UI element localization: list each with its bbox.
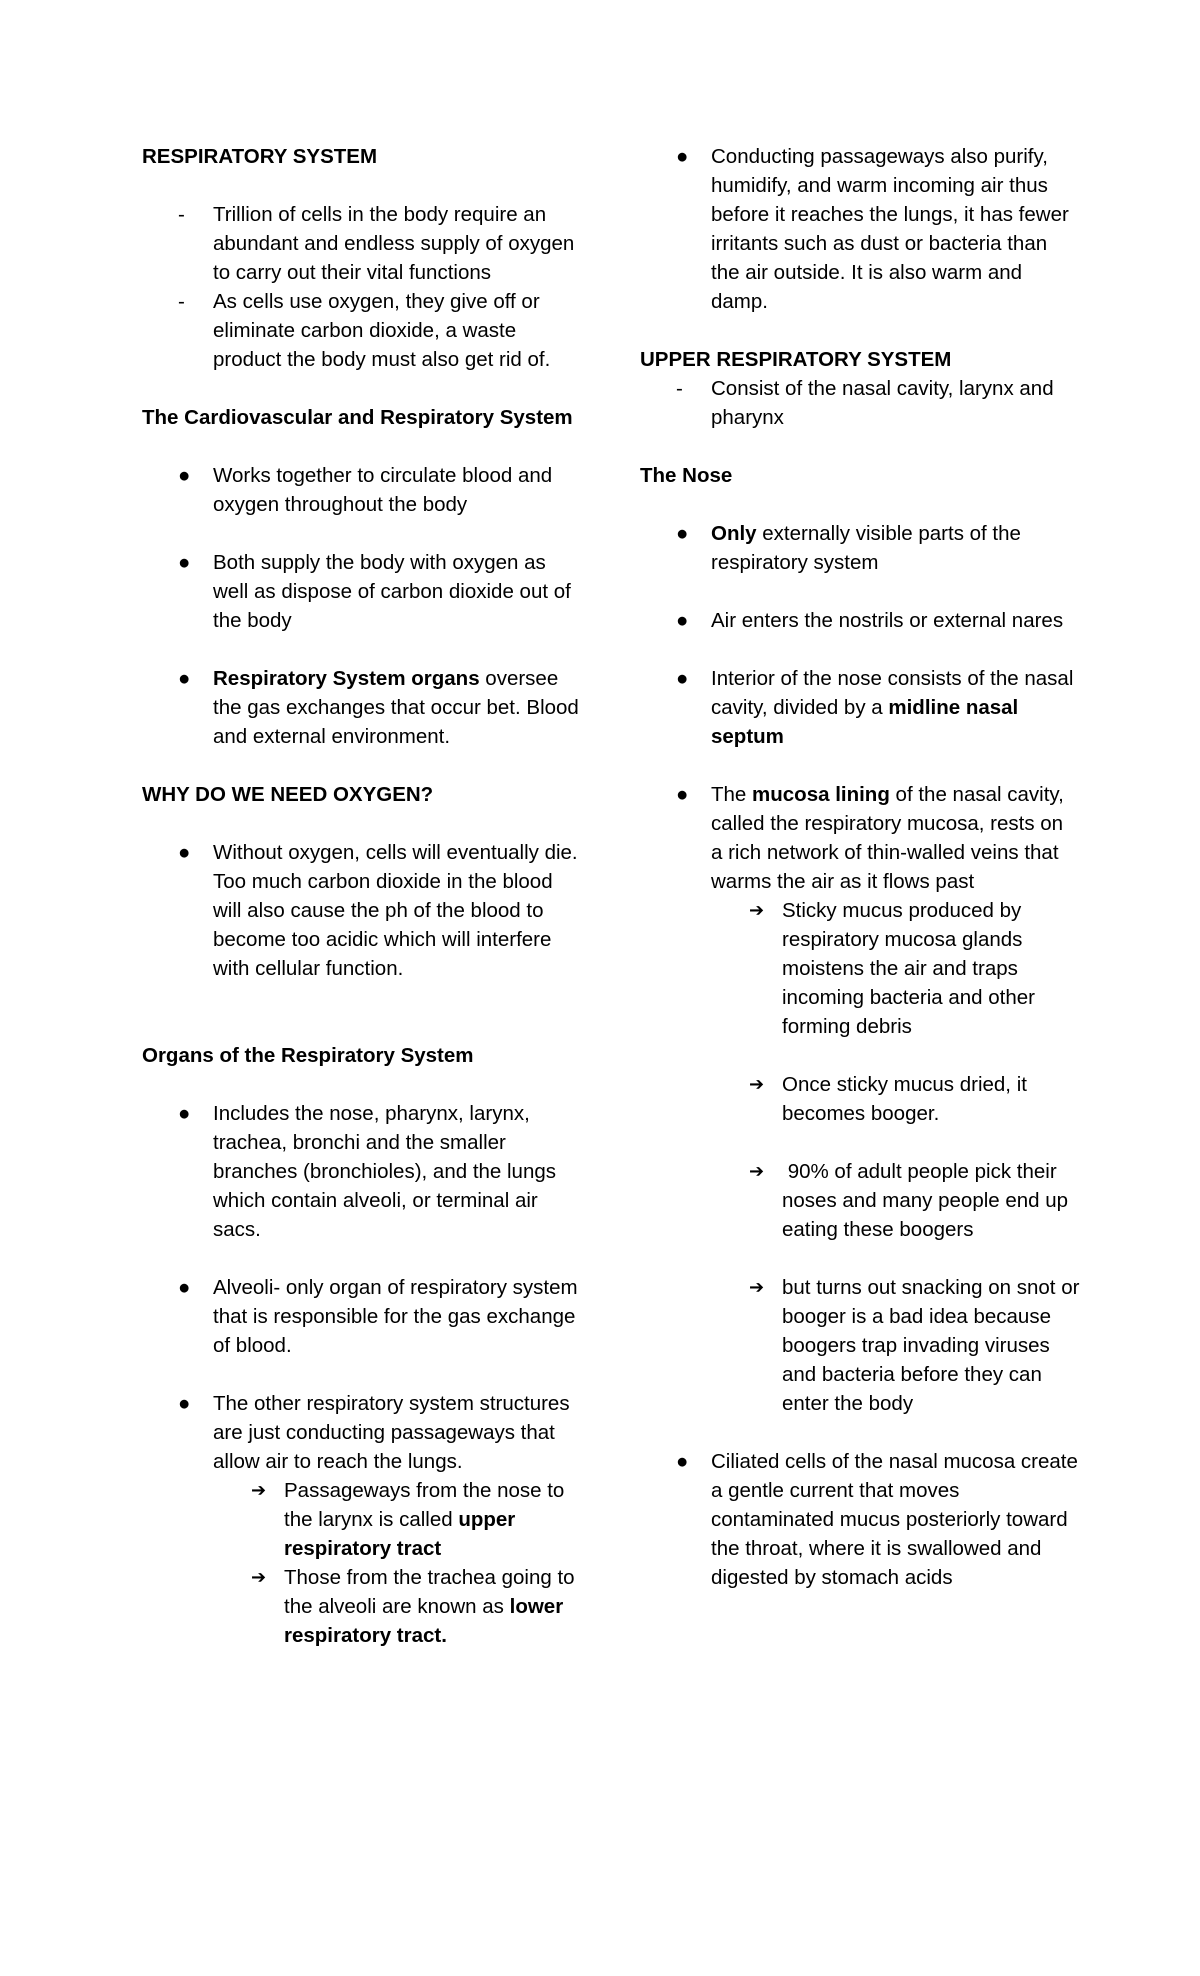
list-item [142,548,582,635]
upper-dash-list [640,374,1080,432]
list-item-text: Alveoli- only organ of respiratory system that is responsible for the gas exchange of blood. [213,1276,578,1357]
oxygen-bullet-list [142,838,582,983]
sub-item-text: Sticky mucus produced by respiratory mucosa glands moistens the air and traps incoming bacteria and other forming debris [782,899,1035,1038]
nose-bullet-list [640,519,1080,1592]
bullet-marker: ● [676,145,689,168]
left-column [142,142,582,1650]
dash-marker: - [676,377,683,400]
list-item-text: Both supply the body with oxygen as well as dispose of carbon dioxide out of the body [213,551,571,632]
sub-item-text: Those from the trachea going to the alveoli are known as [284,1566,575,1618]
bullet-marker: ● [178,841,191,864]
list-item-text: The [711,783,753,806]
respiratory-dash-list [142,200,582,374]
list-item-text: As cells use oxygen, they give off or eliminate carbon dioxide, a waste product the body must also get rid of. [213,290,551,371]
heading-the-nose: The Nose [640,464,733,487]
bullet-marker: ● [178,1276,191,1299]
dash-marker: - [178,203,185,226]
sub-list-item [213,1476,582,1563]
list-item [142,1389,582,1650]
list-item [142,1273,582,1360]
list-item-text: Works together to circulate blood and oxygen throughout the body [213,464,553,516]
arrow-marker: ➔ [251,1567,267,1587]
list-item-text: externally visible parts of the respiratory system [711,522,1021,574]
bullet-marker: ● [676,1450,689,1473]
dash-marker: - [178,290,185,313]
list-item-text: Trillion of cells in the body require an abundant and endless supply of oxygen to carry out their vital functions [213,203,575,284]
list-item [142,200,582,287]
sub-list-item [711,896,1080,1041]
sub-list-item [213,1563,582,1650]
list-item-text: Interior of the nose consists of the nasal cavity, divided by a [711,667,1074,719]
bold-text: lower respiratory tract. [284,1595,564,1647]
tract-sub-list [213,1476,582,1650]
sub-item-text: 90% of adult people pick their noses and many people end up eating these boogers [782,1160,1074,1241]
sub-item-text: Passageways from the nose to the larynx is called [284,1479,565,1531]
bold-text: upper respiratory tract [284,1508,516,1560]
heading-upper-respiratory: UPPER RESPIRATORY SYSTEM [640,348,952,371]
bullet-marker: ● [676,667,689,690]
arrow-marker: ➔ [749,1277,765,1297]
list-item-text: Air enters the nostrils or external nares [711,609,1064,632]
list-item [640,664,1080,751]
bold-text: Respiratory System organs [213,667,480,690]
arrow-marker: ➔ [251,1480,267,1500]
list-item-text: Without oxygen, cells will eventually die. Too much carbon dioxide in the blood will also cause the ph of the blood to become too acidic which will interfere with cellular function. [213,841,578,980]
bullet-marker: ● [178,1392,191,1415]
list-item [142,287,582,374]
arrow-marker: ➔ [749,900,765,920]
list-item [640,780,1080,1418]
bold-text: Only [711,522,757,545]
sub-item-text: but turns out snacking on snot or booger is a bad idea because boogers trap invading viruses and bacteria before they can enter the body [782,1276,1080,1415]
list-item-text: Consist of the nasal cavity, larynx and pharynx [711,377,1054,429]
arrow-marker: ➔ [749,1074,765,1094]
list-item [142,664,582,751]
list-item [640,1447,1080,1592]
list-item-text: The other respiratory system structures are just conducting passageways that allow air to reach the lungs. [213,1392,570,1473]
bold-text: mucosa lining [752,783,890,806]
arrow-marker: ➔ [749,1161,765,1181]
list-item [640,374,1080,432]
list-item [142,838,582,983]
bullet-marker: ● [178,1102,191,1125]
bullet-marker: ● [676,522,689,545]
bullet-marker: ● [676,783,689,806]
list-item [142,461,582,519]
conducting-bullet-list [640,142,1080,316]
heading-cardio-respiratory: The Cardiovascular and Respiratory System [142,406,573,429]
list-item-text: Conducting passageways also purify, humidify, and warm incoming air thus before it reaches the lungs, it has fewer irritants such as dust or bacteria than the air outside. It is also warm and damp. [711,145,1069,313]
heading-why-oxygen: WHY DO WE NEED OXYGEN? [142,783,434,806]
list-item-text: oversee the gas exchanges that occur bet. Blood and external environment. [213,667,579,748]
list-item [640,142,1080,316]
heading-organs: Organs of the Respiratory System [142,1044,474,1067]
bullet-marker: ● [178,667,191,690]
sub-item-text: Once sticky mucus dried, it becomes booger. [782,1073,1027,1125]
cardio-bullet-list [142,461,582,751]
mucus-sub-list [711,896,1080,1418]
sub-list-item [711,1273,1080,1418]
organs-bullet-list [142,1099,582,1650]
sub-list-item [711,1157,1080,1244]
list-item [142,1099,582,1244]
list-item-text: of the nasal cavity, called the respiratory mucosa, rests on a rich network of thin-walled veins that warms the air as it flows past [711,783,1064,893]
list-item [640,519,1080,577]
heading-respiratory-system: RESPIRATORY SYSTEM [142,145,378,168]
list-item-text: Includes the nose, pharynx, larynx, trachea, bronchi and the smaller branches (bronchioles), and the lungs which contain alveoli, or terminal air sacs. [213,1102,557,1241]
bold-text: midline nasal septum [711,696,1019,748]
bullet-marker: ● [178,551,191,574]
sub-list-item [711,1070,1080,1128]
list-item [640,606,1080,635]
bullet-marker: ● [178,464,191,487]
list-item-text: Ciliated cells of the nasal mucosa create a gentle current that moves contaminated mucus posteriorly toward the throat, where it is swallowed and digested by stomach acids [711,1450,1078,1589]
right-column [640,142,1080,1592]
bullet-marker: ● [676,609,689,632]
